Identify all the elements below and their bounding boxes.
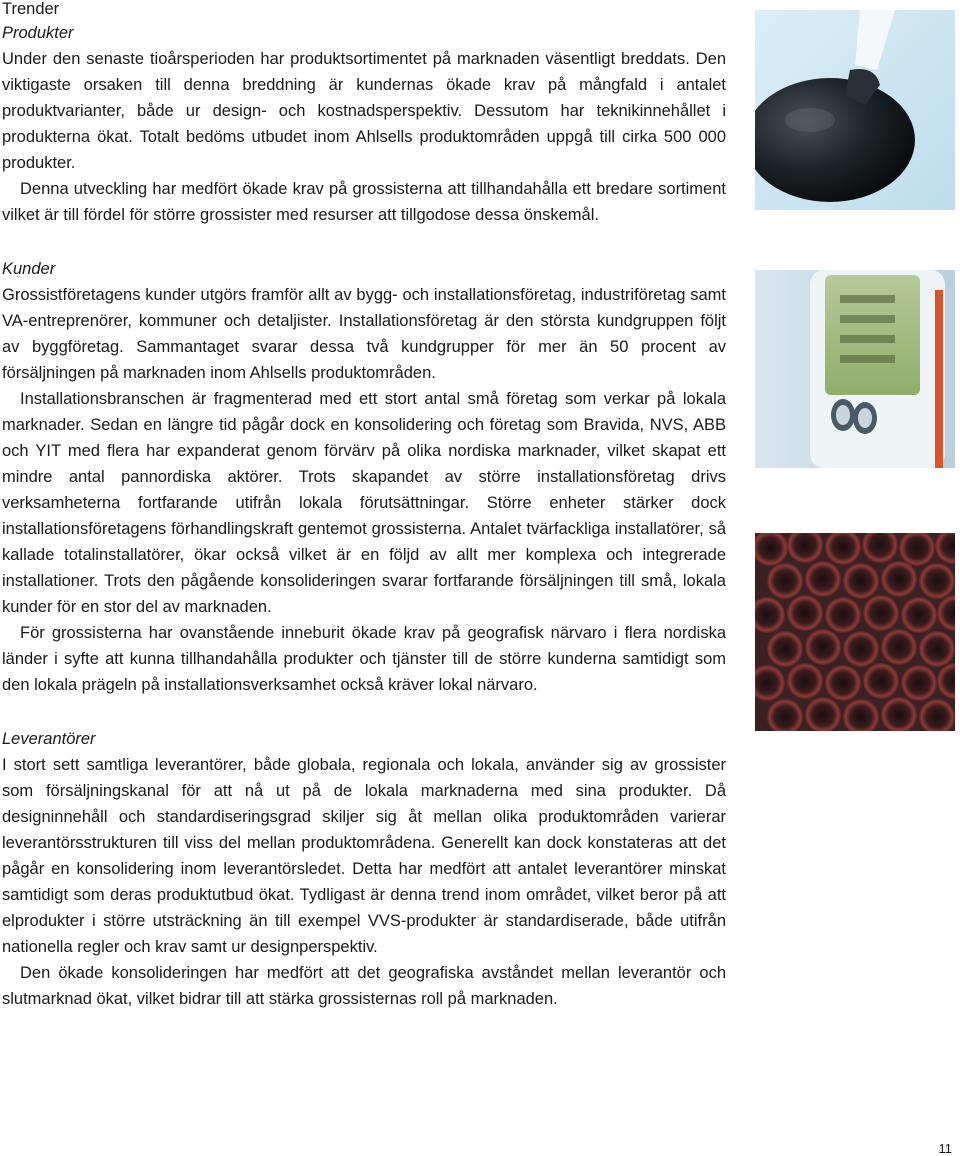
paragraph: Denna utveckling har medfört ökade krav på grossisterna att tillhandahålla ett bredare sortiment vilket är till fördel för större grossister med resurser att tillgodose dessa önskemål.	[2, 180, 726, 224]
pipes-photo	[755, 533, 955, 731]
section-kunder	[2, 256, 726, 698]
page-heading: Trender	[2, 0, 60, 18]
paragraph: Under den senaste tioårsperioden har produktsortimentet på marknaden väsentligt breddats. Den viktigaste orsaken till denna breddning är kundernas ökade krav på mångfald i antalet produktvarianter, både ur design- och kostnadsperspektiv. Dessutom har teknikinnehållet i produkterna ökat. Totalt bedöms utbudet inom Ahlsells produktområden uppgå till cirka 500 000 produkter.	[2, 50, 726, 172]
paragraph: Grossistföretagens kunder utgörs framför allt av bygg- och installationsföretag, industriföretag samt VA-entreprenörer, kommuner och detaljister. Installationsföretag är den största kundgruppen följt av byggföretag. Sammantaget svarar dessa två kundgrupper för mer än 50 procent av försäljningen på marknaden inom Ahlsells produktområden.	[2, 286, 726, 382]
section-title-produkter: Produkter	[2, 24, 74, 42]
section-produkter	[2, 20, 726, 228]
section-title-leverantorer: Leverantörer	[2, 730, 96, 748]
paragraph: För grossisterna har ovanstående inneburit ökade krav på geografisk närvaro i flera nordiska länder i syfte att kunna tillhandahålla produkter och tjänster till de större kunderna samtidigt som den lokala prägeln på installationsverksamhet också kräver lokal närvaro.	[2, 624, 726, 694]
paragraph: Installationsbranschen är fragmenterad med ett stort antal små företag som verkar på lokala marknader. Sedan en längre tid pågår dock en konsolidering och företag som Bravida, NVS, ABB och YIT med flera har expanderat genom förvärv på olika nordiska marknader, vilket skapat ett mindre antal pannordiska aktörer. Trots skapandet av större installationsföretag drivs verksamheterna fortfarande utifrån lokala förutsättningar. Större enheter stärker dock installationsföretagens förhandlingskraft gentemot grossisterna. Antalet tvärfackliga installatörer, så kallade totalinstallatörer, ökar också vilket är en följd av allt mer komplexa och integrerade installationer. Trots den pågående konsolideringen svarar fortfarande försäljningen till små, lokala kunder för en stor del av marknaden.	[2, 390, 726, 616]
section-title-kunder: Kunder	[2, 260, 56, 278]
page-number: 11	[938, 1141, 952, 1156]
plunger-photo	[755, 10, 955, 210]
section-leverantorer	[2, 726, 726, 1012]
text-column	[2, 0, 726, 1008]
paragraph: I stort sett samtliga leverantörer, både globala, regionala och lokala, använder sig av grossister som försäljningskanal för att nå ut på de lokala marknaderna med sina produkter. Då designinnehåll och standardiseringsgrad skiljer sig åt mellan olika produktområden varierar leverantörsstrukturen till viss del mellan produktområdena. Generellt kan dock konstateras att det pågår en konsolidering inom leverantörsledet. Detta har medfört att antalet leverantörer minskat samtidigt som deras produktutbud ökat. Tydligast är denna trend inom området, vilket beror på att elprodukter i större utsträckning än till exempel VVS-produkter är standardiserade, både utifrån nationella regler och krav samt ur designperspektiv.	[2, 756, 726, 956]
paragraph: Den ökade konsolideringen har medfört att det geografiska avståndet mellan leverantör och slutmarknad ökat, vilket bidrar till att stärka grossisternas roll på marknaden.	[2, 964, 726, 1008]
plunger-photo-icon	[755, 10, 955, 210]
pipes-photo-icon	[755, 533, 955, 731]
digital-meter-photo	[755, 270, 955, 468]
digital-meter-photo-icon	[755, 270, 955, 468]
